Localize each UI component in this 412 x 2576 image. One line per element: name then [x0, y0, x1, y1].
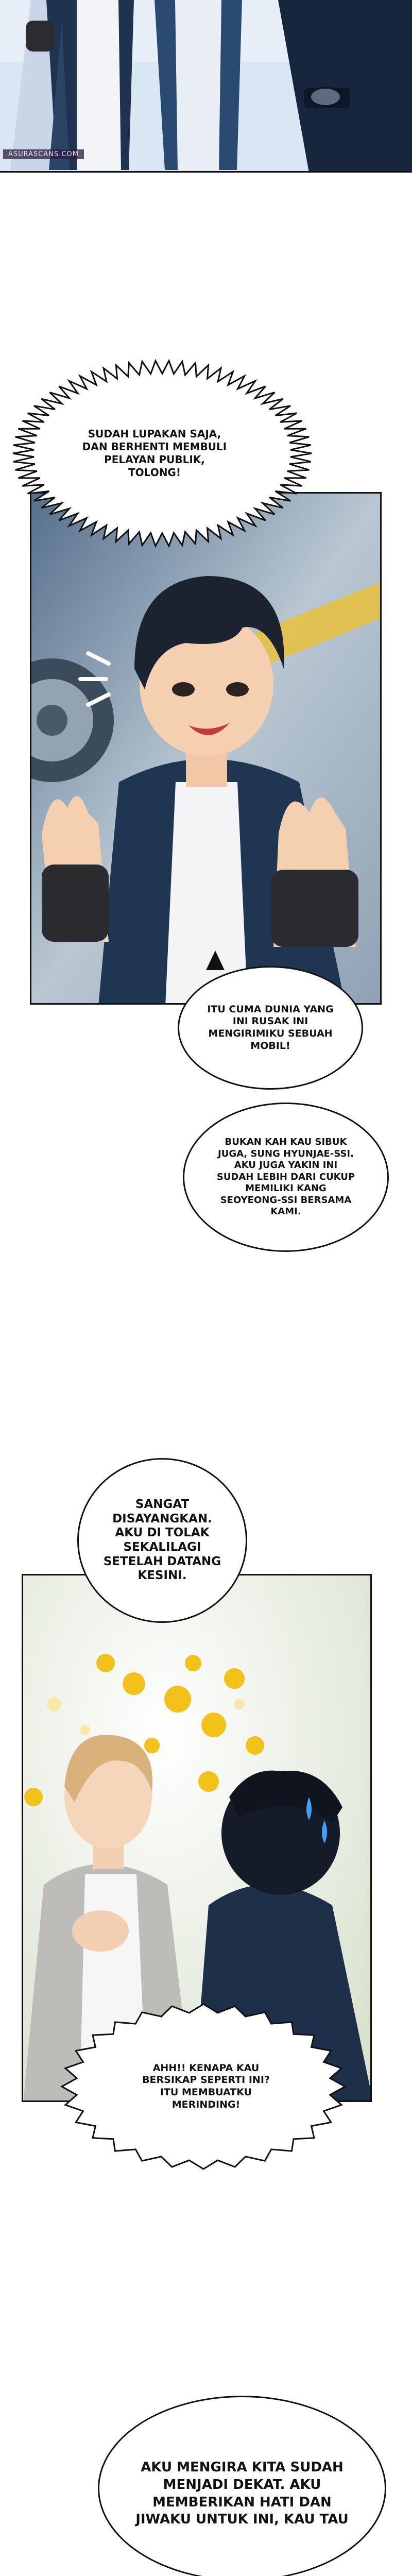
- bubble-we-were-close-text: AKU MENGIRA KITA SUDAH MENJADI DEKAT. AKU MEMBERIKAN HATI DAN JIWAKU UNTUK INI, KAU TAU: [135, 2460, 349, 2528]
- bubble-we-were-close: [98, 2396, 386, 2576]
- bubble-rejected-again-text: SANGAT DISAYANGKAN. AKU DI TOLAK SEKALILAGI SETELAH DATANG KESINI.: [103, 1498, 221, 1583]
- bubble-car-gift-tail: [206, 951, 225, 970]
- bubble-car-gift-text: ITU CUMA DUNIA YANG INI RUSAK INI MENGIRIMIKU SEBUAH MOBIL!: [207, 1003, 334, 1052]
- panel-top: [0, 0, 412, 173]
- bubble-stop-bullying: [57, 397, 252, 510]
- watermark: [3, 149, 84, 159]
- watermark-text: ASURASCANS.COM: [8, 150, 79, 158]
- bubble-goosebumps-text: AHH!! KENAPA KAU BERSIKAP SEPERTI INI? ITU MEMBUATKU MERINDING!: [142, 2062, 270, 2110]
- characters-legs-art: [0, 0, 412, 173]
- bubble-stop-bullying-text: SUDAH LUPAKAN SAJA, DAN BERHENTI MEMBULI PELAYAN PUBLIK, TOLONG!: [82, 428, 227, 479]
- bubble-car-gift: [178, 966, 363, 1090]
- bubble-goosebumps: [98, 2043, 314, 2130]
- bubble-busy-hyunjae: [183, 1103, 389, 1252]
- bubble-rejected-again: [77, 1458, 247, 1623]
- hyunjae-shrugging-art: [31, 494, 382, 1005]
- bubble-busy-hyunjae-text: BUKAN KAH KAU SIBUK JUGA, SUNG HYUNJAE-SSI. AKU JUGA YAKIN INI SUDAH LEBIH DARI CUKUP MEMILIKI KANG SEOYEONG-SSI BERSAMA KAMI.: [216, 1137, 355, 1217]
- panel-hyunjae: [30, 492, 382, 1005]
